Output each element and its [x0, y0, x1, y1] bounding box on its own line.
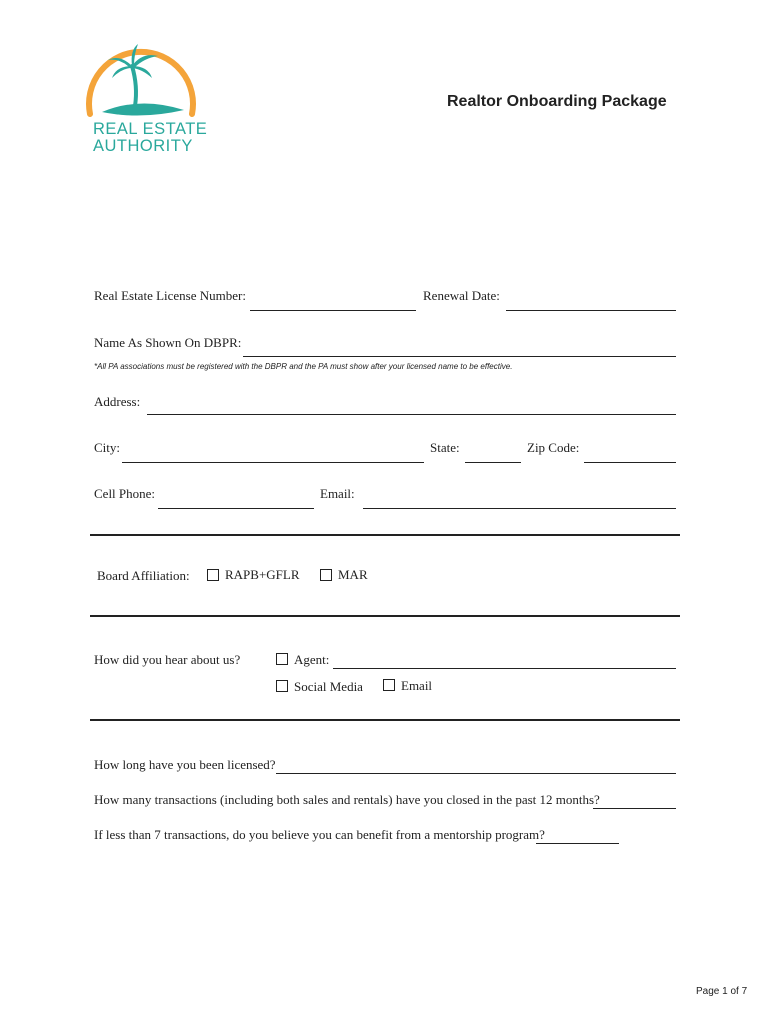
hear-about-label: How did you hear about us?: [94, 652, 241, 667]
name-dbpr-field[interactable]: [243, 356, 676, 357]
city-label: City:: [94, 440, 121, 455]
rapb-gflr-checkbox[interactable]: [207, 569, 219, 581]
mar-label: MAR: [338, 567, 368, 582]
board-affiliation-label: Board Affiliation:: [97, 568, 190, 583]
mentorship-field[interactable]: [536, 843, 619, 844]
email-source-label: Email: [401, 678, 433, 693]
cell-phone-label: Cell Phone:: [94, 486, 156, 501]
licensed-duration-label: How long have you been licensed?: [94, 757, 276, 772]
city-field[interactable]: [122, 462, 424, 463]
social-media-label: Social Media: [294, 679, 363, 694]
email-source-checkbox[interactable]: [383, 679, 395, 691]
address-label: Address:: [94, 394, 141, 409]
renewal-date-label: Renewal Date:: [423, 288, 500, 303]
licensed-duration-field[interactable]: [276, 773, 676, 774]
zip-label: Zip Code:: [527, 440, 580, 455]
mentorship-label: If less than 7 transactions, do you believe you can benefit from a mentorship program?: [94, 827, 545, 842]
transactions-field[interactable]: [593, 808, 676, 809]
section-divider-1: [90, 534, 680, 536]
state-label: State:: [430, 440, 460, 455]
rapb-gflr-label: RAPB+GFLR: [225, 567, 300, 582]
email-label: Email:: [320, 486, 355, 501]
agent-name-field[interactable]: [333, 668, 676, 669]
zip-field[interactable]: [584, 462, 676, 463]
cell-phone-field[interactable]: [158, 508, 314, 509]
address-field[interactable]: [147, 414, 676, 415]
agent-label: Agent:: [294, 652, 330, 667]
page-title: Realtor Onboarding Package: [447, 93, 667, 110]
palm-sun-icon: [80, 36, 200, 122]
logo-text-line1: REAL ESTATE: [93, 120, 208, 138]
transactions-label: How many transactions (including both sales and rentals) have you closed in the past 12 months?: [94, 792, 600, 807]
license-number-label: Real Estate License Number:: [94, 288, 246, 303]
name-dbpr-label: Name As Shown On DBPR:: [94, 335, 242, 350]
pa-note: *All PA associations must be registered with the DBPR and the PA must show after your licensed name to be effective.: [94, 362, 513, 371]
company-logo: [80, 36, 200, 122]
mar-checkbox[interactable]: [320, 569, 332, 581]
social-media-checkbox[interactable]: [276, 680, 288, 692]
agent-checkbox[interactable]: [276, 653, 288, 665]
section-divider-3: [90, 719, 680, 721]
page-number: Page 1 of 7: [696, 986, 748, 997]
state-field[interactable]: [465, 462, 521, 463]
section-divider-2: [90, 615, 680, 617]
logo-text-line2: AUTHORITY: [93, 137, 193, 155]
license-number-field[interactable]: [250, 310, 416, 311]
email-field[interactable]: [363, 508, 676, 509]
renewal-date-field[interactable]: [506, 310, 676, 311]
